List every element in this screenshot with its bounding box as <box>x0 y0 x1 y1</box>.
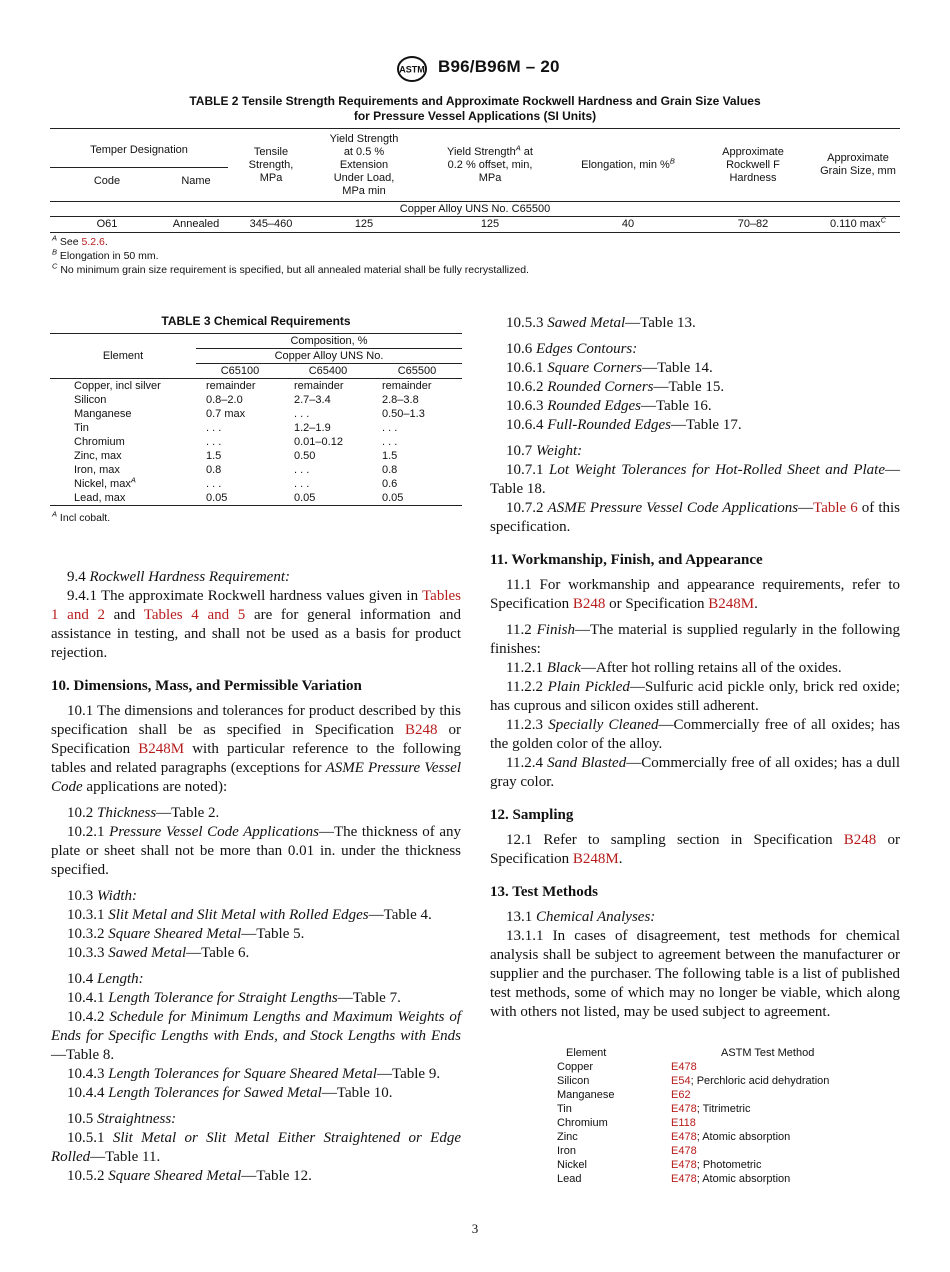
composition-cell: 0.05 <box>382 492 404 504</box>
para-11-2-1: 11.2.1 Black—After hot rolling retains all of the oxides. <box>506 660 842 676</box>
para-9-4-1: 9.4.1 The approximate Rockwell hardness values given in Tables 1 and 2 and Tables 4 and 5 are for general information and assistance in testing, and shall not be used as a basis for product rejection. <box>51 588 461 661</box>
composition-cell: 0.8 <box>382 464 398 476</box>
methods-header-element: Element <box>566 1047 607 1059</box>
composition-cell: 0.50 <box>294 450 316 462</box>
method-cell: E54; Perchloric acid dehydration <box>671 1075 830 1087</box>
table3-body <box>50 379 462 506</box>
method-cell <box>671 1116 871 1130</box>
table-row <box>557 1116 871 1130</box>
method-cell <box>671 1088 871 1102</box>
para-10-4: 10.4 Length: <box>67 971 144 987</box>
method-link[interactable]: E478 <box>671 1173 697 1185</box>
table2-alloy-row <box>50 202 900 217</box>
table3-composition-header: Composition, % <box>196 334 462 349</box>
method-element-cell: Iron <box>557 1145 576 1157</box>
left-column <box>51 568 461 1186</box>
method-link[interactable]: E62 <box>671 1089 691 1101</box>
link-b248m[interactable]: B248M <box>708 596 755 612</box>
table-row <box>557 1158 871 1172</box>
composition-cell: 1.2–1.9 <box>294 422 331 434</box>
para-10-7: 10.7 Weight: <box>506 443 583 459</box>
composition-cell: . . . <box>206 478 222 490</box>
cell-code: O61 <box>96 218 118 230</box>
alloy-label: Copper Alloy UNS No. C65500 <box>50 202 900 217</box>
para-10-5-2: 10.5.2 Square Sheared Metal—Table 12. <box>67 1168 312 1184</box>
header-temper: Temper Designation <box>50 129 228 168</box>
cell-yield-extension: 125 <box>354 218 374 230</box>
method-element-cell: Manganese <box>557 1089 615 1101</box>
table-row <box>50 379 462 394</box>
link-tables-4-5[interactable]: Tables 4 and 5 <box>143 607 246 623</box>
para-10-3: 10.3 Width: <box>67 888 137 904</box>
method-element-cell: Nickel <box>557 1159 587 1171</box>
para-10-2-1: 10.2.1 Pressure Vessel Code Applications—The thickness of any plate or sheet shall not be more than 0.01 in. under the thickness specified. <box>51 824 462 878</box>
table-row <box>50 491 462 506</box>
para-10-3-2: 10.3.2 Square Sheared Metal—Table 5. <box>67 926 305 942</box>
table-row <box>50 435 462 449</box>
table-row <box>50 407 462 421</box>
footnote-c: $^C$ No minimum grain size requirement is specified, but all annealed material shall be fully recrystallized. <box>52 261 529 276</box>
composition-cell: 2.8–3.8 <box>382 394 419 406</box>
element-cell: Iron, max <box>74 464 120 476</box>
alloy-c65400: C65400 <box>284 364 372 379</box>
composition-cell: . . . <box>294 464 310 476</box>
para-13-1-1: 13.1.1 In cases of disagreement, test methods for chemical analysis shall be subject to agreement between the manufacturer or supplier and the purchaser. The following table is a list of published test methods, some of which may no longer be viable, which along with others not listed, may be used subject to agreement. <box>490 928 900 1020</box>
test-methods-table <box>557 1046 871 1186</box>
composition-cell: 1.5 <box>206 450 222 462</box>
composition-cell: 0.05 <box>206 492 228 504</box>
link-tables-1-2[interactable]: Tables 1 and 2 <box>51 588 461 623</box>
composition-cell: 0.01–0.12 <box>294 436 343 448</box>
para-10-7-2: 10.7.2 ASME Pressure Vessel Code Applications—Table 6 of this specification. <box>490 500 900 535</box>
alloy-c65100: C65100 <box>196 364 284 379</box>
cell-elongation: 40 <box>621 218 635 230</box>
composition-cell: 0.8 <box>206 464 222 476</box>
header-rockwell: Approximate Rockwell F Hardness <box>690 129 816 202</box>
element-cell: Nickel, $\max^A$ <box>74 475 136 490</box>
header-elongation: Elongation, min %$^B$ <box>566 129 690 202</box>
table-row <box>557 1130 871 1144</box>
composition-cell: . . . <box>382 436 398 448</box>
para-10-7-1: 10.7.1 Lot Weight Tolerances for Hot-Rolled Sheet and Plate—Table 18. <box>490 462 901 497</box>
cell-yield-offset: 125 <box>480 218 500 230</box>
para-10-4-4: 10.4.4 Length Tolerances for Sawed Metal—Table 10. <box>67 1085 393 1101</box>
header-name: Name <box>164 167 228 201</box>
para-10-6-4: 10.6.4 Full-Rounded Edges—Table 17. <box>506 417 742 433</box>
table2-data-row <box>50 217 900 233</box>
header-code: Code <box>50 167 164 201</box>
para-10-5-1: 10.5.1 Slit Metal or Slit Metal Either Straightened or Edge Rolled—Table 11. <box>51 1130 462 1165</box>
section-13-heading: 13. Test Methods <box>490 884 598 900</box>
table3-header-row1 <box>50 334 462 349</box>
method-link[interactable]: E54 <box>671 1075 691 1087</box>
methods-body <box>557 1060 871 1186</box>
method-cell: E478; Atomic absorption <box>671 1173 791 1185</box>
table-row <box>557 1144 871 1158</box>
table-row <box>50 477 462 491</box>
method-link[interactable]: E478 <box>671 1103 697 1115</box>
para-9-4: 9.4 Rockwell Hardness Requirement: <box>67 569 291 585</box>
table2-footnotes <box>52 235 529 277</box>
cell-rockwell: 70–82 <box>737 218 769 230</box>
method-link[interactable]: E478 <box>671 1061 697 1073</box>
cell-tensile: 345–460 <box>249 218 293 230</box>
composition-cell: . . . <box>206 422 222 434</box>
table3-element-header: Element <box>50 334 196 379</box>
para-10-6-3: 10.6.3 Rounded Edges—Table 16. <box>506 398 712 414</box>
cell-name: Annealed <box>172 218 220 230</box>
para-10-6-2: 10.6.2 Rounded Corners—Table 15. <box>506 379 725 395</box>
table3-uns-header: Copper Alloy UNS No. <box>196 349 462 364</box>
method-cell: E478; Titrimetric <box>671 1103 751 1115</box>
para-10-3-1: 10.3.1 Slit Metal and Slit Metal with Rolled Edges—Table 4. <box>67 907 432 923</box>
para-10-3-3: 10.3.3 Sawed Metal—Table 6. <box>67 945 250 961</box>
table3 <box>50 333 462 506</box>
para-10-4-2: 10.4.2 Schedule for Minimum Lengths and Maximum Weights of Ends for Specific Lengths with Ends, and Stock Lengths with Ends—Table 8. <box>51 1009 461 1063</box>
table2-title <box>50 94 900 124</box>
table-row <box>557 1088 871 1102</box>
header-grain-size: Approximate Grain Size, mm <box>816 129 900 202</box>
table-row <box>50 449 462 463</box>
table-row <box>557 1172 871 1186</box>
table2-title-line2: for Pressure Vessel Applications (SI Units) <box>353 109 597 123</box>
table3-footnote: $^A$ Incl cobalt. <box>52 509 111 524</box>
table-row <box>557 1060 871 1074</box>
para-11-2-4: 11.2.4 Sand Blasted—Commercially free of all oxides; has a dull gray color. <box>490 755 900 790</box>
element-cell: Silicon <box>74 394 107 406</box>
section-11-heading: 11. Workmanship, Finish, and Appearance <box>490 552 763 568</box>
element-cell: Tin <box>74 422 89 434</box>
para-12-1: 12.1 Refer to sampling section in Specification B248 or Specification B248M. <box>490 832 900 867</box>
para-10-5-3: 10.5.3 Sawed Metal—Table 13. <box>506 315 696 331</box>
para-11-2-3: 11.2.3 Specially Cleaned—Commercially free of all oxides; has the golden color of the alloy. <box>490 717 901 752</box>
composition-cell: 0.05 <box>294 492 316 504</box>
para-10-2: 10.2 Thickness—Table 2. <box>67 805 220 821</box>
section-10-heading: 10. Dimensions, Mass, and Permissible Variation <box>51 678 362 694</box>
link-b248m[interactable]: B248M <box>572 851 619 867</box>
link-5-2-6[interactable]: 5.2.6 <box>81 236 105 248</box>
page-header <box>0 56 950 82</box>
method-element-cell: Chromium <box>557 1117 608 1129</box>
para-10-6: 10.6 Edges Contours: <box>506 341 638 357</box>
para-11-1: 11.1 For workmanship and appearance requirements, refer to Specification B248 or Specification B248M. <box>490 577 900 612</box>
element-cell: Chromium <box>74 436 125 448</box>
astm-logo-icon <box>392 56 432 82</box>
element-cell: Manganese <box>74 408 132 420</box>
method-cell: E478; Atomic absorption <box>671 1131 791 1143</box>
para-10-5: 10.5 Straightness: <box>67 1111 177 1127</box>
link-b248[interactable]: B248 <box>572 596 606 612</box>
document-id: B96/B96M – 20 <box>438 57 560 76</box>
method-element-cell: Zinc <box>557 1131 578 1143</box>
link-b248m[interactable]: B248M <box>138 741 185 757</box>
header-yield-offset: Yield Strength$^A$ at 0.2 % offset, min, MPa <box>414 129 566 202</box>
composition-cell: 1.5 <box>382 450 398 462</box>
header-yield-extension: Yield Strength at 0.5 % Extension Under Load, MPa min <box>314 129 414 202</box>
method-element-cell: Lead <box>557 1173 582 1185</box>
header-tensile: Tensile Strength, MPa <box>228 129 314 202</box>
para-13-1: 13.1 Chemical Analyses: <box>506 909 656 925</box>
table-row <box>50 421 462 435</box>
methods-header-row <box>557 1046 871 1060</box>
composition-cell: . . . <box>294 408 310 420</box>
table2-header-row1 <box>50 129 900 168</box>
method-element-cell: Silicon <box>557 1075 590 1087</box>
table-row <box>50 393 462 407</box>
methods-header-method: ASTM Test Method <box>721 1047 815 1059</box>
link-b248[interactable]: B248 <box>404 722 438 738</box>
composition-cell: 0.6 <box>382 478 398 490</box>
composition-cell: 0.7 max <box>206 408 246 420</box>
table2 <box>50 128 900 233</box>
element-cell: Lead, max <box>74 492 126 504</box>
element-cell: Copper, incl silver <box>74 380 161 392</box>
alloy-c65500: C65500 <box>372 364 462 379</box>
table3-title: TABLE 3 Chemical Requirements <box>161 314 351 328</box>
footnote-b: $^B$ Elongation in 50 mm. <box>52 247 159 262</box>
method-link[interactable]: E478 <box>671 1131 697 1143</box>
para-10-1: 10.1 The dimensions and tolerances for product described by this specification shall be as specified in Specification B248 or Specification B248M with particular reference to the following tables and related paragraphs (exceptions for ASME Pressure Vessel Code applications are noted): <box>51 703 462 795</box>
method-link[interactable]: E478 <box>671 1145 697 1157</box>
table-row <box>557 1102 871 1116</box>
composition-cell: 2.7–3.4 <box>294 394 331 406</box>
method-element-cell: Copper <box>557 1061 594 1073</box>
method-cell <box>671 1060 871 1074</box>
composition-cell: remainder <box>382 380 432 392</box>
method-cell: E478; Photometric <box>671 1159 762 1171</box>
composition-cell: 0.8–2.0 <box>206 394 243 406</box>
composition-cell: remainder <box>206 380 256 392</box>
element-cell: Zinc, max <box>74 450 122 462</box>
para-10-4-3: 10.4.3 Length Tolerances for Square Sheared Metal—Table 9. <box>67 1066 441 1082</box>
method-element-cell: Tin <box>557 1103 572 1115</box>
method-link[interactable]: E478 <box>671 1159 697 1171</box>
composition-cell: . . . <box>294 478 310 490</box>
table-row <box>50 463 462 477</box>
method-link[interactable]: E118 <box>671 1117 696 1129</box>
para-10-4-1: 10.4.1 Length Tolerance for Straight Lengths—Table 7. <box>67 990 401 1006</box>
link-b248[interactable]: B248 <box>843 832 877 848</box>
composition-cell: . . . <box>206 436 222 448</box>
footnote-a: $^A$ See 5.2.6. <box>52 233 108 248</box>
section-12-heading: 12. Sampling <box>490 807 574 823</box>
right-column <box>490 314 900 1022</box>
composition-cell: remainder <box>294 380 344 392</box>
composition-cell: . . . <box>382 422 398 434</box>
cell-grain-size: 0.110 $\max^C$ <box>830 215 886 230</box>
page-number: 3 <box>471 1221 479 1236</box>
logo-text: ASTM <box>399 64 425 75</box>
para-11-2-2: 11.2.2 Plain Pickled—Sulfuric acid pickle only, brick red oxide; has cuprous and silicon oxides still adherent. <box>490 679 901 714</box>
para-10-6-1: 10.6.1 Square Corners—Table 14. <box>506 360 713 376</box>
composition-cell: 0.50–1.3 <box>382 408 425 420</box>
link-table-6[interactable]: Table 6 <box>813 500 858 516</box>
para-11-2: 11.2 Finish—The material is supplied regularly in the following finishes: <box>490 622 900 657</box>
table-row <box>557 1074 871 1088</box>
table2-title-line1: TABLE 2 Tensile Strength Requirements and Approximate Rockwell Hardness and Grain Size Values <box>189 94 761 108</box>
method-cell <box>671 1144 871 1158</box>
